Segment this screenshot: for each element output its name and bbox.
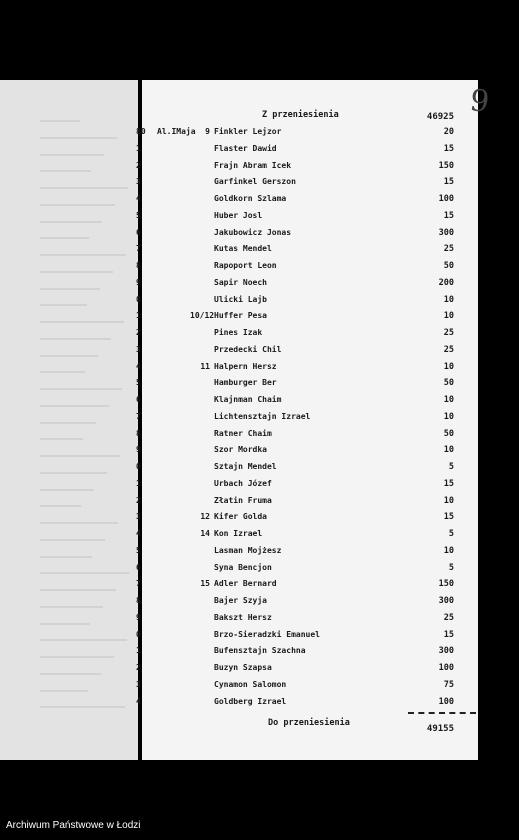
table-row	[0, 345, 519, 361]
row-name: Goldberg Izrael	[214, 696, 287, 706]
row-amount: 10	[443, 294, 454, 305]
table-row	[0, 479, 519, 495]
row-num: 0	[136, 294, 141, 304]
row-num: 4	[136, 529, 141, 538]
row-amount: 300	[438, 227, 454, 238]
row-num: 8	[136, 428, 141, 438]
row-day: 15	[200, 579, 210, 589]
archive-watermark: Archiwum Państwowe w Łodzi	[6, 820, 141, 831]
row-amount: 5	[448, 562, 454, 573]
row-day: 9	[205, 127, 210, 136]
row-name: Bakszt Hersz	[214, 612, 272, 622]
row-name: Sztajn Mendel	[214, 462, 277, 471]
row-name: Klajnman Chaim	[214, 395, 282, 404]
table-row	[0, 596, 519, 612]
row-num: 4	[136, 194, 141, 203]
row-num: 0	[136, 462, 141, 471]
row-name: Złatin Fruma	[214, 495, 272, 505]
row-num: 2	[136, 328, 141, 337]
row-num: 9	[136, 445, 141, 455]
row-amount: 20	[443, 127, 454, 137]
row-num: 1	[136, 478, 141, 488]
table-row	[0, 462, 519, 478]
row-month: Al.IMaja	[157, 127, 196, 136]
row-amount: 15	[443, 143, 454, 154]
row-num: 1	[136, 311, 141, 321]
row-name: Kon Izrael	[214, 529, 263, 538]
table-row	[0, 211, 519, 227]
table-row	[0, 579, 519, 595]
row-num: 9	[136, 612, 141, 622]
row-name: Ratner Chaim	[214, 428, 272, 438]
table-row	[0, 378, 519, 394]
row-name: Bufensztajn Szachna	[214, 646, 306, 656]
row-amount: 10	[443, 495, 454, 506]
table-row	[0, 161, 519, 177]
row-num: 80	[136, 127, 146, 136]
table-row	[0, 663, 519, 679]
row-num: 4	[136, 361, 141, 371]
row-name: Huber Josl	[214, 210, 263, 220]
row-amount: 10	[443, 545, 454, 556]
row-name: Syna Bencjon	[214, 562, 272, 572]
row-num: 5	[136, 378, 141, 388]
table-row	[0, 127, 519, 143]
table-row	[0, 278, 519, 294]
row-name: Adler Bernard	[214, 579, 277, 589]
row-amount: 15	[443, 512, 454, 523]
row-amount: 50	[443, 261, 454, 271]
row-name: Ulicki Lajb	[214, 294, 267, 304]
row-amount: 100	[438, 696, 454, 707]
row-name: Bajer Szyja	[214, 596, 267, 605]
row-name: Flaster Dawid	[214, 143, 277, 153]
row-name: Lasman Mojżesz	[214, 545, 282, 555]
table-row	[0, 546, 519, 562]
row-name: Cynamon Salomon	[214, 679, 287, 689]
carried-forward-label: Z przeniesienia	[262, 110, 339, 120]
row-num: 5	[136, 545, 141, 555]
row-amount: 5	[448, 529, 454, 539]
row-name: Jakubowicz Jonas	[214, 227, 292, 237]
row-day: 10/12	[190, 311, 215, 321]
table-row	[0, 646, 519, 662]
table-row	[0, 630, 519, 646]
table-row	[0, 680, 519, 696]
row-amount: 100	[438, 194, 454, 204]
row-name: Lichtensztajn Izrael	[214, 411, 311, 421]
table-row	[0, 412, 519, 428]
row-num: 3	[136, 344, 141, 354]
table-row	[0, 445, 519, 461]
row-num: 8	[136, 261, 141, 270]
row-amount: 25	[443, 344, 454, 355]
carried-forward-total: 46925	[426, 112, 454, 122]
row-name: Huffer Pesa	[214, 311, 267, 321]
table-row	[0, 194, 519, 210]
row-num: 1	[136, 646, 141, 656]
row-num: 1	[136, 143, 141, 153]
row-amount: 100	[438, 663, 454, 673]
row-amount: 10	[443, 411, 454, 422]
row-amount: 10	[443, 311, 454, 322]
table-row	[0, 496, 519, 512]
total-rule	[408, 712, 476, 714]
table-row	[0, 512, 519, 528]
row-amount: 50	[443, 378, 454, 389]
row-amount: 5	[448, 462, 454, 472]
row-amount: 300	[438, 596, 454, 606]
table-row	[0, 261, 519, 277]
table-row	[0, 295, 519, 311]
row-amount: 25	[443, 328, 454, 338]
row-day: 14	[200, 529, 210, 538]
table-row	[0, 244, 519, 260]
row-num: 4	[136, 696, 141, 706]
row-num: 3	[136, 177, 141, 187]
table-row	[0, 429, 519, 445]
table-row	[0, 177, 519, 193]
row-num: 2	[136, 663, 141, 672]
carry-over-label: Do przeniesienia	[268, 718, 350, 728]
table-row	[0, 395, 519, 411]
row-amount: 15	[443, 210, 454, 221]
table-row	[0, 613, 519, 629]
row-name: Pines Izak	[214, 328, 263, 337]
row-name: Hamburger Ber	[214, 378, 277, 388]
table-row	[0, 311, 519, 327]
row-num: 5	[136, 210, 141, 220]
table-row	[0, 328, 519, 344]
row-name: Rapoport Leon	[214, 261, 277, 270]
table-row	[0, 144, 519, 160]
carry-over-total: 49155	[426, 724, 454, 734]
row-num: 6	[136, 395, 141, 404]
row-name: Szor Mordka	[214, 445, 267, 455]
table-row	[0, 697, 519, 713]
row-amount: 10	[443, 361, 454, 372]
row-name: Finkler Lejzor	[214, 127, 282, 136]
row-amount: 25	[443, 612, 454, 623]
row-num: 7	[136, 579, 141, 589]
row-amount: 300	[438, 646, 454, 657]
row-num: 9	[136, 277, 141, 287]
row-amount: 15	[443, 629, 454, 640]
row-amount: 25	[443, 244, 454, 255]
row-name: Frajn Abram Icek	[214, 160, 292, 170]
row-amount: 150	[438, 160, 454, 171]
row-num: 2	[136, 160, 141, 170]
row-amount: 150	[438, 579, 454, 590]
row-name: Kifer Golda	[214, 512, 267, 522]
row-num: 8	[136, 596, 141, 605]
row-day: 11	[200, 361, 210, 371]
row-num: 7	[136, 244, 141, 254]
row-amount: 75	[443, 679, 454, 690]
row-amount: 15	[443, 177, 454, 188]
page-number: 9	[467, 82, 492, 121]
row-num: 3	[136, 512, 141, 522]
row-amount: 50	[443, 428, 454, 439]
table-row	[0, 228, 519, 244]
row-num: 6	[136, 227, 141, 237]
row-amount: 10	[443, 445, 454, 456]
row-amount: 15	[443, 478, 454, 489]
row-day: 12	[200, 512, 210, 522]
row-num: 2	[136, 495, 141, 505]
row-name: Kutas Mendel	[214, 244, 272, 254]
table-row	[0, 362, 519, 378]
row-name: Urbach Józef	[214, 478, 272, 488]
row-num: 6	[136, 562, 141, 572]
row-name: Sapir Noech	[214, 277, 267, 287]
row-num: 7	[136, 411, 141, 421]
ghost-line	[40, 120, 80, 122]
row-name: Przedecki Chil	[214, 344, 282, 354]
row-amount: 10	[443, 395, 454, 405]
row-name: Brzo-Sieradzki Emanuel	[214, 629, 320, 639]
row-num: 3	[136, 679, 141, 689]
table-row	[0, 529, 519, 545]
row-name: Garfinkel Gerszon	[214, 177, 296, 187]
row-name: Goldkorn Szlama	[214, 194, 287, 203]
row-name: Halpern Hersz	[214, 361, 277, 371]
row-name: Buzyn Szapsa	[214, 663, 272, 672]
row-num: 0	[136, 629, 141, 639]
row-amount: 200	[438, 277, 454, 288]
table-row	[0, 563, 519, 579]
